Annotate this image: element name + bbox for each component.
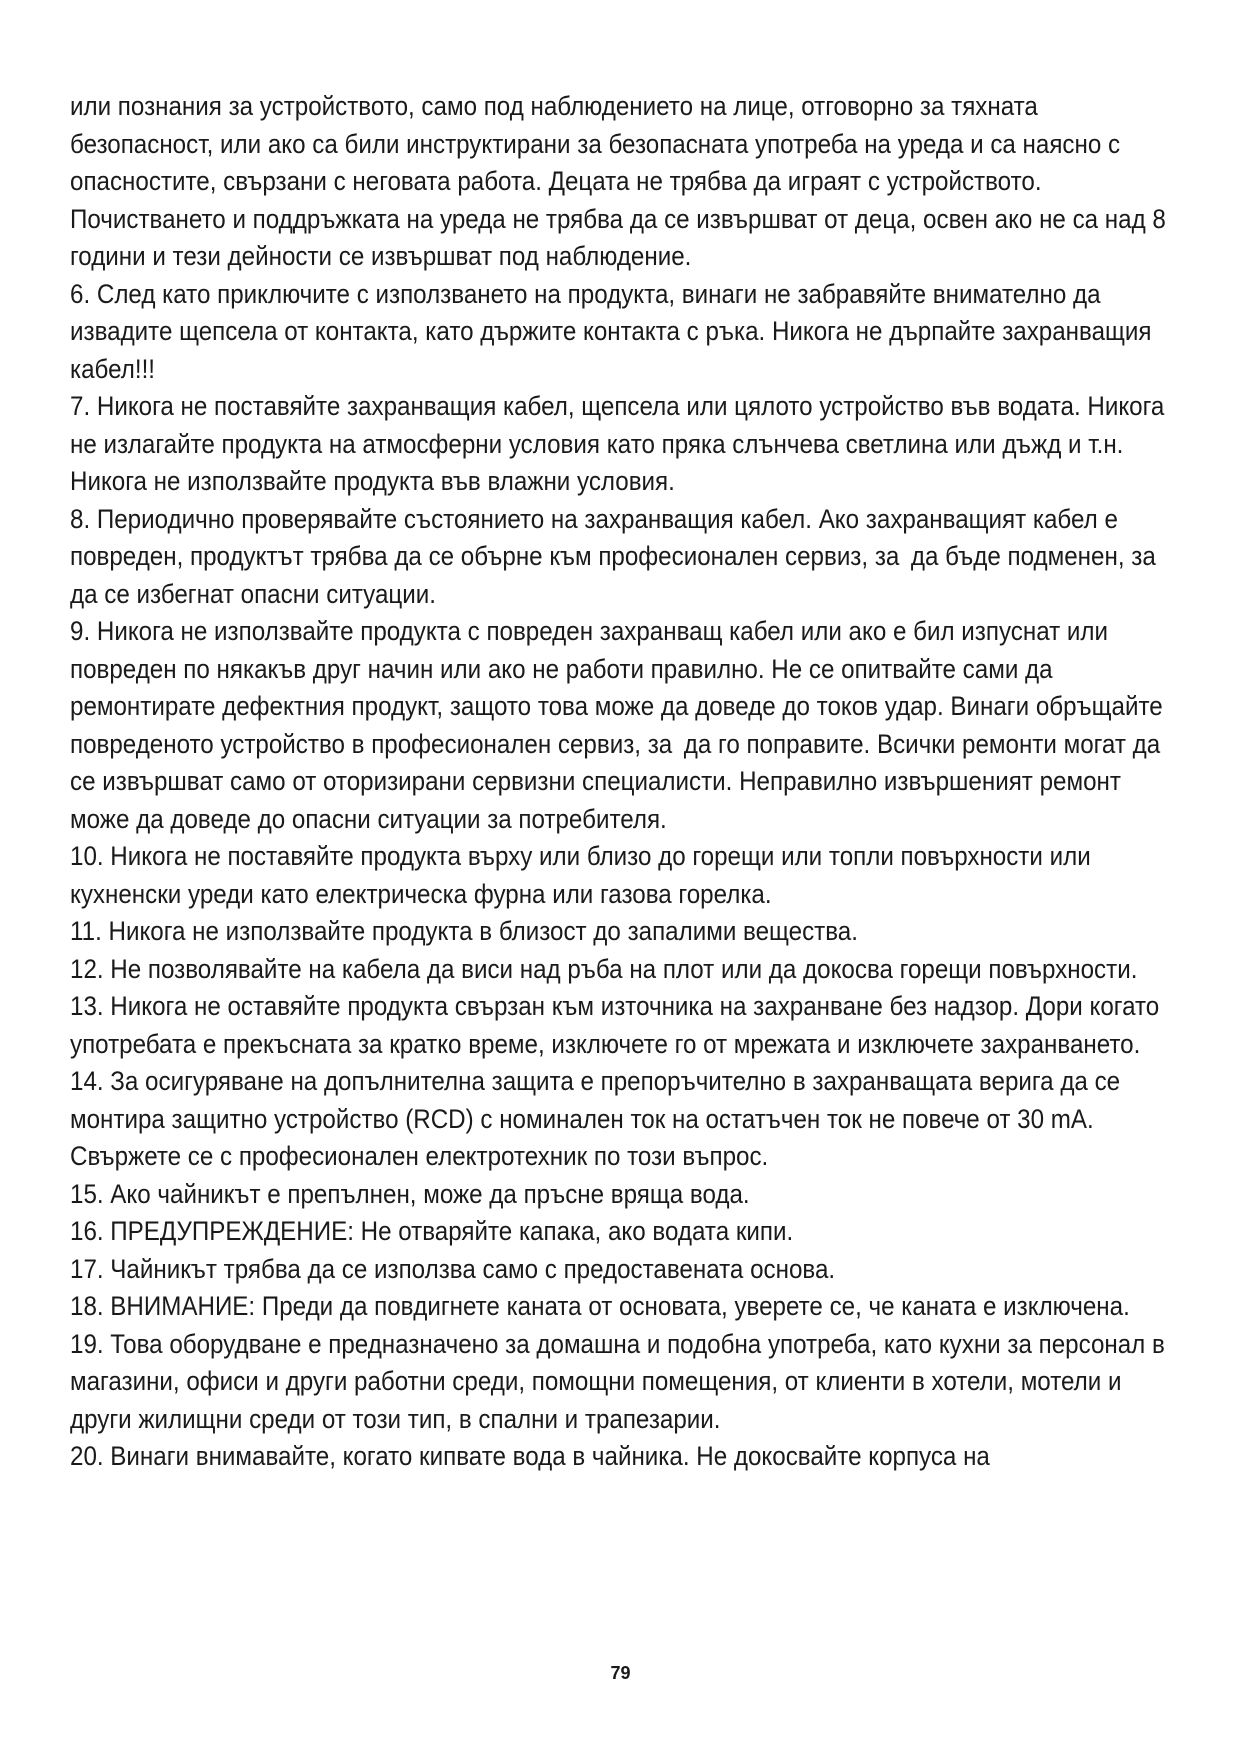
paragraph-item-6: 6. След като приключите с използването на продукта, винаги не забравяйте внимателно да извадите щепсела от контакта, като държите контакта с ръка. Никога не дърпайте захранващия кабел!!! bbox=[70, 278, 1152, 384]
paragraph-intro: или познания за устройството, само под наблюдението на лице, отговорно за тяхната безопасност, или ако са били инструктирани за безопасната употреба на уреда и са наясно с опасностите, свързани с неговата работа. Децата не трябва да играят с устройството. Почистването и поддръжката на уреда не трябва да се извършват от деца, освен ако не са над 8 години и тези дейности се извършват под наблюдение. bbox=[70, 91, 1166, 271]
paragraph-item-11: 11. Никога не използвайте продукта в близост до запалими вещества. bbox=[70, 916, 858, 946]
paragraph-item-18: 18. ВНИМАНИЕ: Преди да повдигнете каната от основата, уверете се, че каната е изключена. bbox=[70, 1291, 1130, 1321]
paragraph-item-16: 16. ПРЕДУПРЕЖДЕНИЕ: Не отваряйте капака, ако водата кипи. bbox=[70, 1216, 794, 1246]
paragraph-item-13: 13. Никога не оставяйте продукта свързан към източника на захранване без надзор. Дори когато употребата е прекъсната за кратко време, изключете го от мрежата и изключете захранването. bbox=[70, 991, 1160, 1059]
paragraph-item-9: 9. Никога не използвайте продукта с повреден захранващ кабел или ако е бил изпуснат или повреден по някакъв друг начин или ако не работи правилно. Не се опитвайте сами да ремонтирате дефектния продукт, защото това може да доведе до токов удар. Винаги обръщайте повреденото устройство в професионален сервиз, за да го поправите. Всички ремонти могат да се извършват само от оторизирани сервизни специалисти. Неправилно извършеният ремонт може да доведе до опасни ситуации за потребителя. bbox=[70, 616, 1163, 834]
paragraph-item-8: 8. Периодично проверявайте състоянието на захранващия кабел. Ако захранващият кабел е повреден, продуктът трябва да се обърне към професионален сервиз, за да бъде подменен, за да се избегнат опасни ситуации. bbox=[70, 503, 1156, 609]
paragraph-item-17: 17. Чайникът трябва да се използва само с предоставената основа. bbox=[70, 1253, 836, 1284]
page-number: 79 bbox=[610, 1663, 631, 1683]
document-body bbox=[70, 88, 1180, 1476]
paragraph-item-12: 12. Не позволявайте на кабела да виси над ръба на плот или да докосва горещи повърхности. bbox=[70, 953, 1138, 984]
paragraph-item-20: 20. Винаги внимавайте, когато кипвате вода в чайника. Не докосвайте корпуса на bbox=[70, 1441, 990, 1471]
paragraph-item-14: 14. За осигуряване на допълнителна защита е препоръчително в захранващата верига да се монтира защитно устройство (RCD) с номинален ток на остатъчен ток не повече от 30 mA. Свържете се с професионален електротехник по този въпрос. bbox=[70, 1066, 1121, 1171]
paragraph-item-19: 19. Това оборудване е предназначено за домашна и подобна употреба, като кухни за персонал в магазини, офиси и други работни среди, помощни помещения, от клиенти в хотели, мотели и други жилищни среди от този тип, в спални и трапезарии. bbox=[70, 1328, 1165, 1434]
paragraph-item-15: 15. Ако чайникът е препълнен, може да пръсне вряща вода. bbox=[70, 1178, 750, 1209]
paragraph-item-10: 10. Никога не поставяйте продукта върху или близо до горещи или топли повърхности или кухненски уреди като електрическа фурна или газова горелка. bbox=[70, 841, 1091, 909]
paragraph-item-7: 7. Никога не поставяйте захранващия кабел, щепсела или цялото устройство във водата. Никога не излагайте продукта на атмосферни условия като пряка слънчева светлина или дъжд и т.н. Никога не използвайте продукта във влажни условия. bbox=[70, 391, 1165, 496]
